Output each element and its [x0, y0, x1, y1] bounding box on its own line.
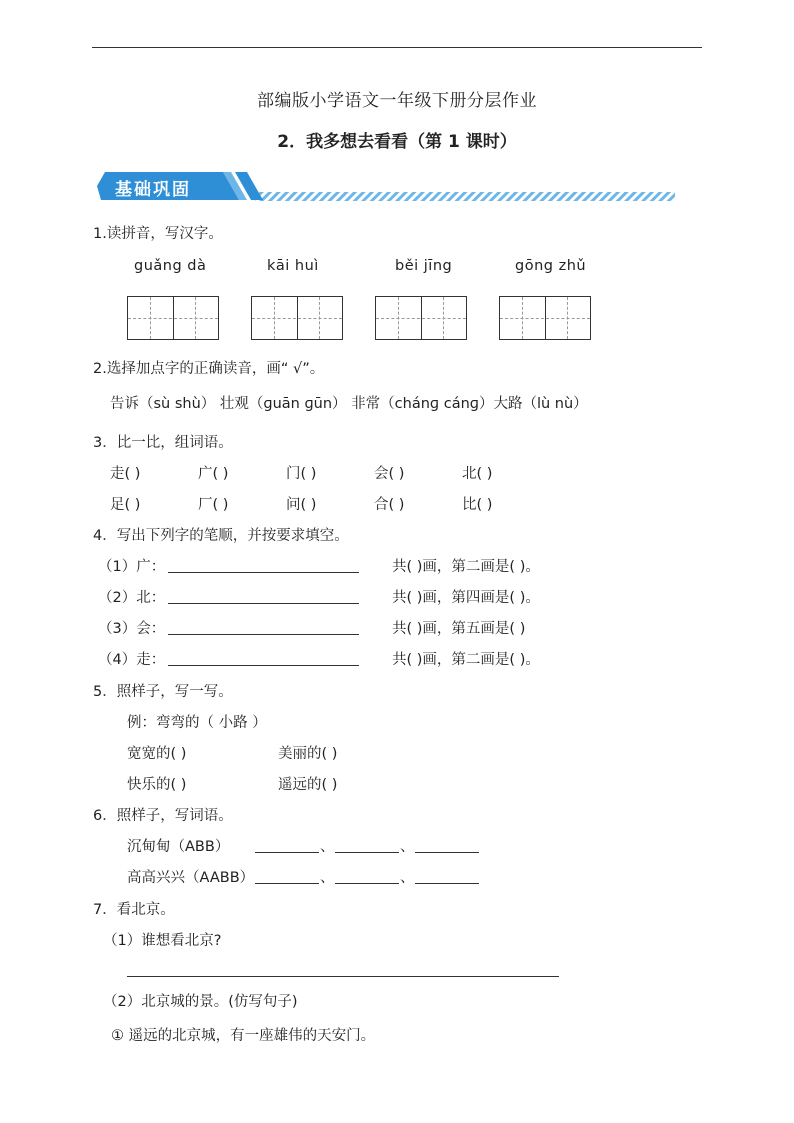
separator: 、 — [400, 839, 415, 855]
compare-item: 比( ) — [462, 497, 493, 513]
word-blank[interactable] — [335, 852, 399, 853]
word-pattern-label: 高高兴兴（AABB） — [127, 870, 255, 886]
word-pattern-label: 沉甸甸（ABB） — [127, 839, 230, 855]
question-6-title: 6．照样子，写词语。 — [93, 808, 233, 824]
stroke-order-label: （1）广： — [98, 559, 166, 575]
stroke-order-question: 共( )画，第五画是( ) — [392, 621, 526, 637]
question-4-title: 4．写出下列字的笔顺，并按要求填空。 — [93, 528, 349, 544]
compare-item: 北( ) — [462, 466, 493, 482]
stroke-order-line[interactable] — [168, 572, 359, 573]
separator: 、 — [320, 870, 335, 886]
stroke-order-question: 共( )画，第二画是( )。 — [392, 559, 540, 575]
question-3-title: 3．比一比，组词语。 — [93, 435, 233, 451]
compare-item: 问( ) — [286, 497, 317, 513]
word-blank[interactable] — [415, 852, 479, 853]
compare-item: 会( ) — [374, 466, 405, 482]
question-5-title: 5．照样子，写一写。 — [93, 684, 233, 700]
pinyin-3: běi jīng — [395, 258, 453, 274]
stroke-order-question: 共( )画，第二画是( )。 — [392, 652, 540, 668]
writing-grid-3[interactable] — [375, 296, 467, 340]
writing-grid-4[interactable] — [499, 296, 591, 340]
stroke-order-label: （2）北： — [98, 590, 166, 606]
fill-blank-item: 遥远的( ) — [278, 777, 338, 793]
compare-item: 足( ) — [110, 497, 141, 513]
word-blank[interactable] — [255, 883, 319, 884]
sub-question-2: （2）北京城的景。(仿写句子) — [103, 994, 298, 1010]
word-blank[interactable] — [415, 883, 479, 884]
compare-item: 广( ) — [198, 466, 229, 482]
pinyin-1: guǎng dà — [134, 258, 207, 274]
lesson-title: 2．我多想去看看（第 1 课时） — [277, 132, 517, 152]
question-2-options: 告诉（sù shù） 壮观（ɡuān ɡūn） 非常（chánɡ cánɡ）大路（lù nù） — [110, 396, 588, 412]
question-1-title: 1.读拼音，写汉字。 — [93, 226, 223, 242]
example-line: 例：弯弯的（ 小路 ） — [127, 715, 267, 731]
section-label: 基础巩固 — [115, 180, 191, 200]
fill-blank-item: 宽宽的( ) — [127, 746, 187, 762]
stroke-order-label: （3）会： — [98, 621, 166, 637]
fill-blank-item: 美丽的( ) — [278, 746, 338, 762]
stroke-order-line[interactable] — [168, 665, 359, 666]
section-banner — [95, 170, 695, 206]
pinyin-4: gōng zhǔ — [515, 258, 587, 274]
compare-item: 走( ) — [110, 466, 141, 482]
compare-item: 厂( ) — [198, 497, 229, 513]
writing-grid-1[interactable] — [127, 296, 219, 340]
document-title: 部编版小学语文一年级下册分层作业 — [257, 91, 537, 111]
fill-blank-item: 快乐的( ) — [127, 777, 187, 793]
question-2-title: 2.选择加点字的正确读音，画“ √”。 — [93, 361, 325, 377]
writing-grid-2[interactable] — [251, 296, 343, 340]
stroke-order-label: （4）走： — [98, 652, 166, 668]
sub-question-1: （1）谁想看北京? — [103, 933, 222, 949]
stroke-order-question: 共( )画，第四画是( )。 — [392, 590, 540, 606]
compare-item: 合( ) — [374, 497, 405, 513]
separator: 、 — [320, 839, 335, 855]
header-rule — [92, 47, 702, 48]
stroke-order-line[interactable] — [168, 634, 359, 635]
question-7-title: 7．看北京。 — [93, 902, 175, 918]
pinyin-2: kāi huì — [267, 258, 319, 274]
word-blank[interactable] — [255, 852, 319, 853]
compare-item: 门( ) — [286, 466, 317, 482]
word-blank[interactable] — [335, 883, 399, 884]
example-sentence: ① 遥远的北京城，有一座雄伟的天安门。 — [111, 1028, 376, 1044]
separator: 、 — [400, 870, 415, 886]
answer-line[interactable] — [127, 976, 559, 977]
stroke-order-line[interactable] — [168, 603, 359, 604]
